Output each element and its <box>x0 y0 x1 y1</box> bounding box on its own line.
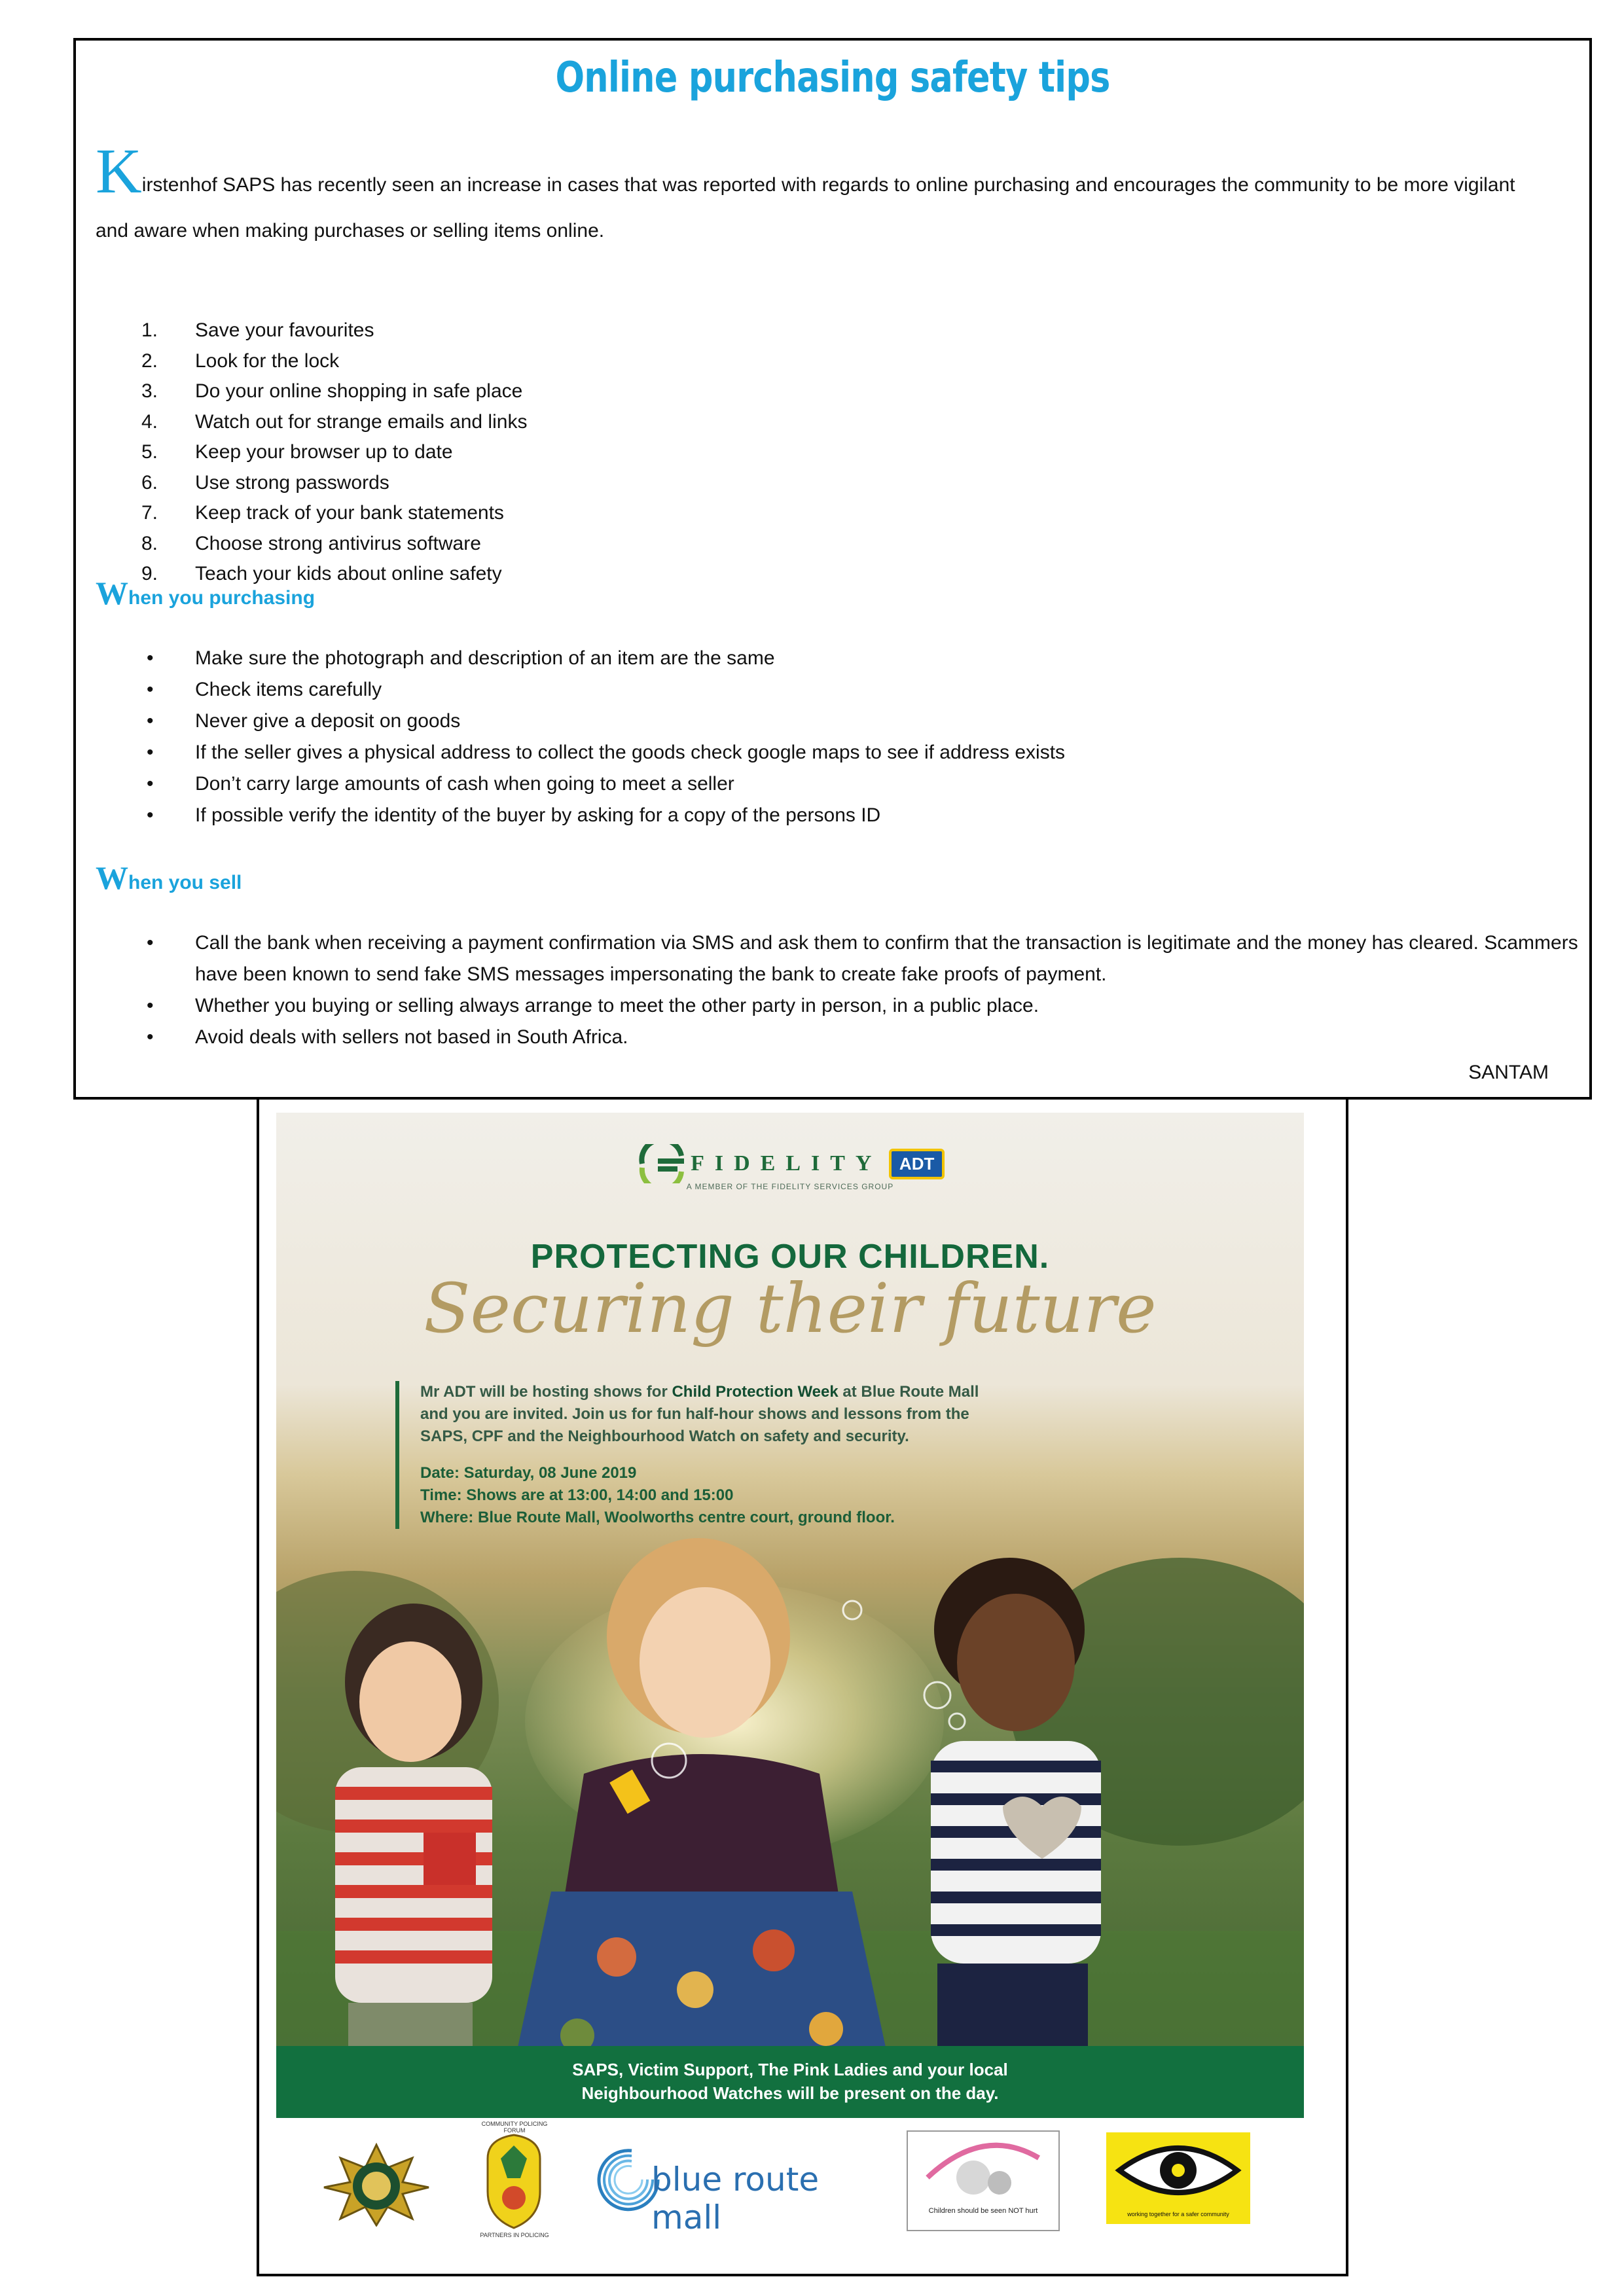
list-item: • Avoid deals with sellers not based in South Africa. <box>147 1026 628 1048</box>
list-item: • If the seller gives a physical address to collect the goods check google maps to see if address exists <box>147 742 1066 763</box>
pink-ladies-emblem-icon <box>908 2132 1058 2204</box>
list-item: 6. Use strong passwords <box>141 471 389 493</box>
event-time: Time: Shows are at 13:00, 14:00 and 15:00 <box>420 1486 734 1504</box>
cpf-top-text: COMMUNITY POLICING FORUM <box>481 2121 548 2134</box>
list-item: 8. Choose strong antivirus software <box>141 532 481 554</box>
band-line-1: SAPS, Victim Support, The Pink Ladies and your local <box>572 2060 1008 2079</box>
poster-script-title: Securing their future <box>424 1268 1157 1348</box>
info-line-3: SAPS, CPF and the Neighbourhood Watch on safety and security. <box>420 1427 909 1445</box>
list-item: • Call the bank when receiving a payment confirmation via SMS and ask them to confirm that the transaction is legitimate and the money has cleared. Scammers have been known to send fake SMS messages impersonating the bank to create fake proofs of payment. <box>147 932 1578 985</box>
list-item: 9. Teach your kids about online safety <box>141 563 502 584</box>
list-item: • Never give a deposit on goods <box>147 710 461 732</box>
drop-cap: K <box>96 136 142 207</box>
purchasing-list <box>141 643 1581 831</box>
fidelity-subtitle: A MEMBER OF THE FIDELITY SERVICES GROUP <box>686 1182 894 1191</box>
child-middle <box>512 1538 892 2075</box>
event-date: Date: Saturday, 08 June 2019 <box>420 1464 637 1482</box>
event-location: Where: Blue Route Mall, Woolworths centre court, ground floor. <box>420 1509 895 1526</box>
tips-article <box>73 38 1592 1100</box>
intro-paragraph <box>96 136 1568 254</box>
child-right <box>931 1558 1101 2049</box>
intro-line-1: irstenhof SAPS has recently seen an increase in cases that was reported with regards to online purchasing and encourages the community to be more vigilant <box>141 174 1515 196</box>
neighbourhood-watch-logo <box>1106 2132 1250 2224</box>
fidelity-logo <box>276 1144 1304 1183</box>
selling-list <box>141 927 1581 1053</box>
fidelity-wordmark: FIDELITY <box>691 1151 882 1175</box>
adt-badge: ADT <box>889 1149 945 1179</box>
band-line-2: Neighbourhood Watches will be present on the day. <box>581 2083 999 2103</box>
purchasing-heading: When you purchasing <box>96 575 316 611</box>
list-item: • Make sure the photograph and description of an item are the same <box>147 647 775 669</box>
selling-heading: When you sell <box>96 859 242 896</box>
watch-eye-icon <box>1106 2132 1250 2208</box>
list-item: • Check items carefully <box>147 679 382 700</box>
list-item: 3. Do your online shopping in safe place <box>141 380 523 402</box>
info-line-1: Mr ADT will be hosting shows for Child Protection Week at Blue Route Mall <box>420 1383 979 1401</box>
fidelity-emblem-icon <box>636 1144 688 1183</box>
cpf-logo <box>481 2132 547 2231</box>
source-credit: SANTAM <box>1468 1062 1549 1083</box>
poster-headline: PROTECTING OUR CHILDREN. <box>530 1238 1050 1276</box>
poster-footer-band <box>276 2046 1304 2118</box>
nw-caption: working together for a safer community <box>1127 2211 1229 2217</box>
pink-ladies-caption: Children should be seen NOT hurt <box>928 2207 1038 2215</box>
event-info <box>395 1381 1173 1529</box>
info-line-2: and you are invited. Join us for fun half-hour shows and lessons from the <box>420 1405 969 1423</box>
event-poster <box>276 1113 1304 2118</box>
list-item: • Whether you buying or selling always arrange to meet the other party in person, in a public place. <box>147 995 1039 1016</box>
mall-name: blue route mall <box>651 2161 820 2236</box>
list-item: 5. Keep your browser up to date <box>141 441 453 463</box>
saps-star-logo <box>321 2142 432 2227</box>
cpf-bottom-text: PARTNERS IN POLICING <box>480 2232 549 2238</box>
list-item: • Don’t carry large amounts of cash when going to meet a seller <box>147 773 734 795</box>
list-item: 7. Keep track of your bank statements <box>141 502 504 524</box>
pink-ladies-logo <box>907 2130 1060 2231</box>
list-item: • If possible verify the identity of the buyer by asking for a copy of the persons ID <box>147 804 881 826</box>
intro-line-2: and aware when making purchases or selling items online. <box>96 220 605 242</box>
list-item: 1. Save your favourites <box>141 319 374 341</box>
list-item: 2. Look for the lock <box>141 350 340 372</box>
list-item: 4. Watch out for strange emails and links <box>141 410 528 433</box>
tips-list <box>141 315 527 590</box>
child-left <box>335 1604 492 2049</box>
article-title: Online purchasing safety tips <box>555 54 1110 102</box>
blue-route-mall-logo <box>592 2144 874 2236</box>
